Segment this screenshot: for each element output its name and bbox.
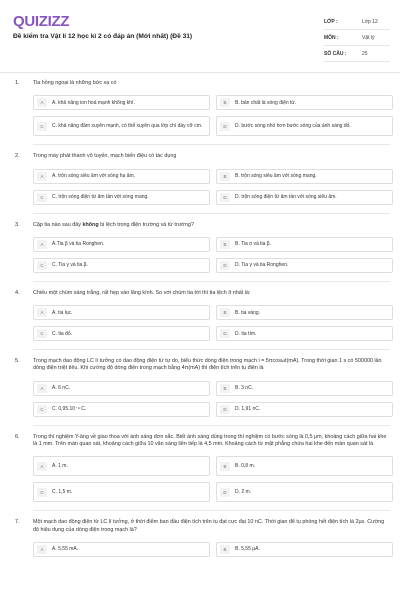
question-number: 3.: [15, 221, 20, 228]
option-letter: D: [220, 329, 230, 338]
option-c[interactable]: [33, 258, 210, 273]
option-letter: C: [37, 329, 47, 338]
option-letter: C: [37, 193, 47, 202]
option-c[interactable]: [33, 116, 210, 136]
option-a[interactable]: [33, 95, 210, 110]
option-letter: D: [220, 261, 230, 270]
option-text: A. khả năng ion hoá mạnh không khí.: [52, 99, 135, 106]
option-text: C. trộn sóng điện từ âm tần với sóng mang.: [52, 193, 149, 200]
question-5: [0, 358, 400, 426]
option-text: A. 6 nC.: [52, 385, 71, 392]
option-text: B. trộn sóng siêu âm với sóng mang.: [235, 172, 317, 179]
question-divider: [33, 144, 390, 145]
question-divider: [33, 349, 390, 350]
option-letter: B: [220, 462, 230, 471]
option-text: B. bản chất là sóng điện từ.: [235, 99, 297, 106]
answer-options: [33, 95, 390, 136]
option-d[interactable]: [216, 482, 393, 502]
option-text: A. tia lục.: [52, 309, 73, 316]
option-letter: D: [220, 405, 230, 414]
meta-label: SỐ CÂU :: [324, 50, 347, 57]
option-c[interactable]: [33, 482, 210, 502]
page-title: Đề kiểm tra Vật lí 12 học kì 2 có đáp án (Mới nhất) (Đề 31): [13, 33, 193, 40]
option-d[interactable]: [216, 190, 393, 205]
option-letter: B: [220, 545, 230, 554]
option-letter: B: [220, 98, 230, 107]
option-d[interactable]: [216, 116, 393, 136]
option-text: D. trộn sóng điện từ âm tần với sóng siêu âm.: [235, 193, 337, 200]
option-a[interactable]: [33, 305, 210, 320]
option-b[interactable]: [216, 542, 393, 557]
question-divider: [33, 213, 390, 214]
option-a[interactable]: [33, 381, 210, 396]
option-letter: A: [37, 172, 47, 181]
option-c[interactable]: [33, 326, 210, 341]
question-text-emphasis: không: [82, 221, 99, 228]
question-text: Chiếu một chùm sáng trắng, rất hẹp vào lăng kính. So với chùm tia tới thì tia lệch ít nhất là:: [33, 289, 251, 296]
option-text: A. 1 m.: [52, 463, 68, 470]
option-text: C. 1,5 m.: [52, 489, 73, 496]
option-text: C. 0,95.10⁻⁹ C.: [52, 406, 87, 413]
option-text: D. 1,91 nC.: [235, 406, 261, 413]
question-text: Một mạch dao động điện từ LC lí tưởng, ở thời điểm ban đầu điện tích trên tụ đạt cực đại 10 nC. Thời gian để tụ phóng hết điện tích là 2μs. Cường độ hiệu dụng của dòng điện trong mạch là?: [33, 519, 385, 533]
option-a[interactable]: [33, 456, 210, 476]
question-number: 5.: [15, 358, 20, 365]
option-letter: C: [37, 122, 47, 131]
question-text-part: Cặp tia nào sau đây: [33, 221, 83, 228]
option-b[interactable]: [216, 95, 393, 110]
question-list: [0, 80, 400, 557]
option-letter: A: [37, 308, 47, 317]
meta-value: Lớp 12: [362, 18, 378, 25]
question-number: 1.: [15, 80, 20, 86]
option-text: B. 0,8 m.: [235, 463, 256, 470]
question-number: 4.: [15, 289, 20, 296]
option-a[interactable]: [33, 542, 210, 557]
question-divider: [33, 510, 390, 511]
option-b[interactable]: [216, 305, 393, 320]
question-1: [0, 80, 400, 145]
option-c[interactable]: [33, 402, 210, 417]
option-text: A.Tia β và tia Ronghen.: [52, 241, 105, 248]
option-text: B. Tia α và tia β.: [235, 241, 272, 248]
option-letter: B: [220, 172, 230, 181]
quizizz-logo[interactable]: QUIZIZZ: [13, 13, 70, 30]
option-letter: C: [37, 405, 47, 414]
option-letter: D: [220, 122, 230, 131]
option-text: C. khả năng đâm xuyên mạnh, có thể xuyên qua lớp chì dày cỡ cm.: [52, 123, 203, 130]
option-letter: A: [37, 240, 47, 249]
option-text: B. 5,55 μA.: [235, 546, 260, 553]
option-text: C. Tia γ và tia β.: [52, 262, 88, 269]
question-number: 2.: [15, 153, 20, 160]
question-text: [33, 222, 390, 229]
question-text: Tia hồng ngoại là những bức xạ có: [33, 80, 117, 86]
option-text: A. trộn sóng siêu âm với sóng hạ âm.: [52, 172, 136, 179]
answer-options: [33, 237, 390, 273]
answer-options: [33, 542, 390, 557]
question-2: [0, 153, 400, 213]
option-text: C. tia đỏ.: [52, 330, 73, 337]
option-text: D. tia tím.: [235, 330, 257, 337]
option-letter: C: [37, 261, 47, 270]
question-text: Trong thí nghiệm Y-âng về giao thoa với ánh sáng đơn sắc. Biết ánh sáng dùng trong thí nghiệm có bước sóng là 0,5 μm, khoảng cách giữa hai khe là 1 mm. Trên màn quan sát, khoảng cách giữa 10 vân sáng liên tiếp là 4,5 mm. Khoảng cách từ mặt phẳng chứa hai khe đến màn quan sát là: [33, 433, 387, 448]
meta-info: [324, 14, 390, 62]
option-text: D. bước sóng nhỏ hơn bước sóng của ánh sáng đỏ.: [235, 123, 351, 130]
meta-value: 25: [362, 50, 368, 57]
question-7: [0, 519, 400, 557]
meta-row-subject: [324, 30, 390, 46]
answer-options: [33, 381, 390, 417]
option-letter: D: [220, 488, 230, 497]
meta-row-count: [324, 46, 390, 62]
meta-value: Vật lý: [362, 34, 375, 41]
option-letter: A: [37, 384, 47, 393]
question-number: 6.: [15, 433, 20, 440]
option-a[interactable]: [33, 237, 210, 252]
option-letter: B: [220, 240, 230, 249]
option-b[interactable]: [216, 237, 393, 252]
question-4: [0, 290, 400, 350]
option-letter: C: [37, 488, 47, 497]
answer-options: [33, 456, 390, 502]
header-divider: [0, 72, 400, 73]
question-text: Trong máy phát thanh vô tuyến, mạch biến điệu có tác dụng: [33, 153, 177, 160]
question-text-part: bị lệch trong điện trường và từ trường?: [98, 221, 194, 228]
option-letter: A: [37, 545, 47, 554]
answer-options: [33, 169, 390, 205]
option-letter: B: [220, 308, 230, 317]
option-c[interactable]: [33, 190, 210, 205]
question-text: Trong mạch dao động LC lí tưởng có dao động điện từ tự do, biểu thức dòng điện trong mạch i = 5πcosωt(mA). Trong thời gian 1 s có 500000 lần dòng điện triệt tiêu. Khi cường độ dòng điện trong mạch bằng 4π(mA) thì điện tích trên tụ điện là: [33, 358, 382, 372]
option-letter: A: [37, 462, 47, 471]
question-number: 7.: [15, 519, 20, 526]
option-d[interactable]: [216, 258, 393, 273]
meta-label: MÔN :: [324, 34, 339, 41]
meta-row-class: [324, 14, 390, 30]
option-text: A. 5,55 mA.: [52, 546, 79, 553]
option-a[interactable]: [33, 169, 210, 184]
option-letter: A: [37, 98, 47, 107]
meta-label: LỚP :: [324, 18, 338, 25]
option-d[interactable]: [216, 326, 393, 341]
question-3: [0, 222, 400, 282]
option-b[interactable]: [216, 169, 393, 184]
answer-options: [33, 305, 390, 341]
option-text: D. Tia γ và tia Ronghen.: [235, 262, 289, 269]
option-d[interactable]: [216, 402, 393, 417]
option-b[interactable]: [216, 381, 393, 396]
option-letter: D: [220, 193, 230, 202]
option-text: D. 2 m.: [235, 489, 252, 496]
option-letter: B: [220, 384, 230, 393]
option-b[interactable]: [216, 456, 393, 476]
option-text: B. tia vàng.: [235, 309, 261, 316]
question-divider: [33, 425, 390, 426]
question-divider: [33, 281, 390, 282]
option-text: B. 3 nC.: [235, 385, 254, 392]
question-6: [0, 434, 400, 512]
